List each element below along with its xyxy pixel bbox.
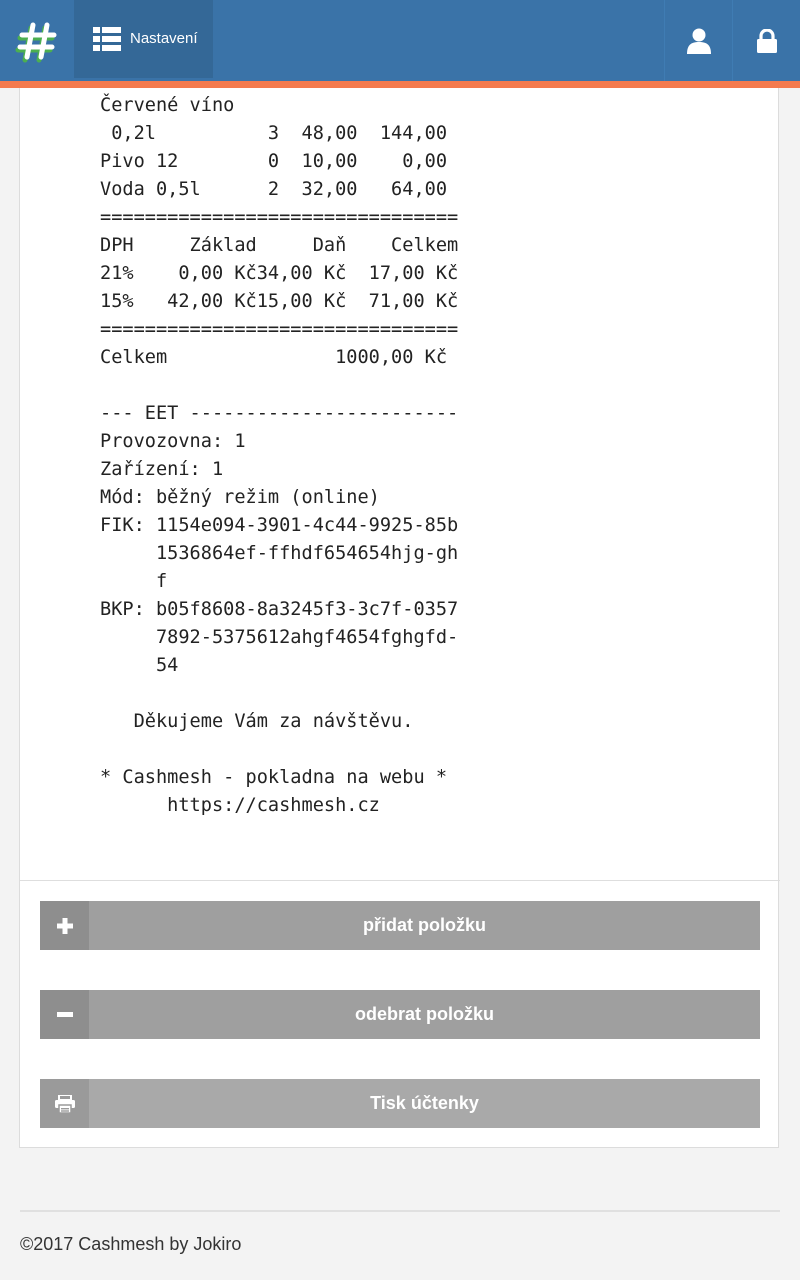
list-icon <box>93 27 121 55</box>
nav-settings-button[interactable] <box>74 0 213 78</box>
footer-divider <box>20 1210 780 1212</box>
remove-item-button[interactable] <box>40 990 760 1039</box>
hash-logo-icon <box>15 19 59 63</box>
home-logo[interactable] <box>0 0 74 81</box>
receipt-text: Červené víno 0,2l 3 48,00 144,00 Pivo 12 0 10,00 0,00 Voda 0,5l 2 32,00 64,00 ================================ DPH Základ Daň Celkem 21% 0,00 Kč34,00 Kč 17,00 Kč 15% 42,00 Kč15,00 Kč 71,00 Kč ================================ Celkem 1000,00 Kč --- EET ------------------------ Provozovna: 1 Zařízení: 1 Mód: běžný režim (online) FIK: 1154e094-3901-4c44-9925-85b 1536864ef-ffhdf654654hjg-gh f BKP: b05f8608-8a3245f3-3c7f-0357 7892-5375612ahgf4654fghgfd- 54 Děkujeme Vám za návštěvu. * Cashmesh - pokladna na webu * https://cashmesh.cz <box>100 95 459 816</box>
printer-icon <box>40 1079 89 1128</box>
top-navbar <box>0 0 800 81</box>
print-receipt-label: Tisk účtenky <box>370 1093 479 1113</box>
user-menu-button[interactable] <box>664 0 732 81</box>
minus-icon <box>40 990 89 1039</box>
user-icon <box>687 28 711 54</box>
footer-copyright: ©2017 Cashmesh by Jokiro <box>20 1234 242 1254</box>
navbar-accent-bar <box>0 81 800 88</box>
print-receipt-button[interactable] <box>40 1079 760 1128</box>
lock-icon <box>757 29 777 53</box>
remove-item-label: odebrat položku <box>355 1004 494 1024</box>
nav-settings-label: Nastavení <box>130 30 198 47</box>
add-item-label: přidat položku <box>363 915 486 935</box>
plus-icon <box>40 901 89 950</box>
panel-divider <box>20 880 780 881</box>
lock-button[interactable] <box>732 0 800 81</box>
add-item-button[interactable] <box>40 901 760 950</box>
